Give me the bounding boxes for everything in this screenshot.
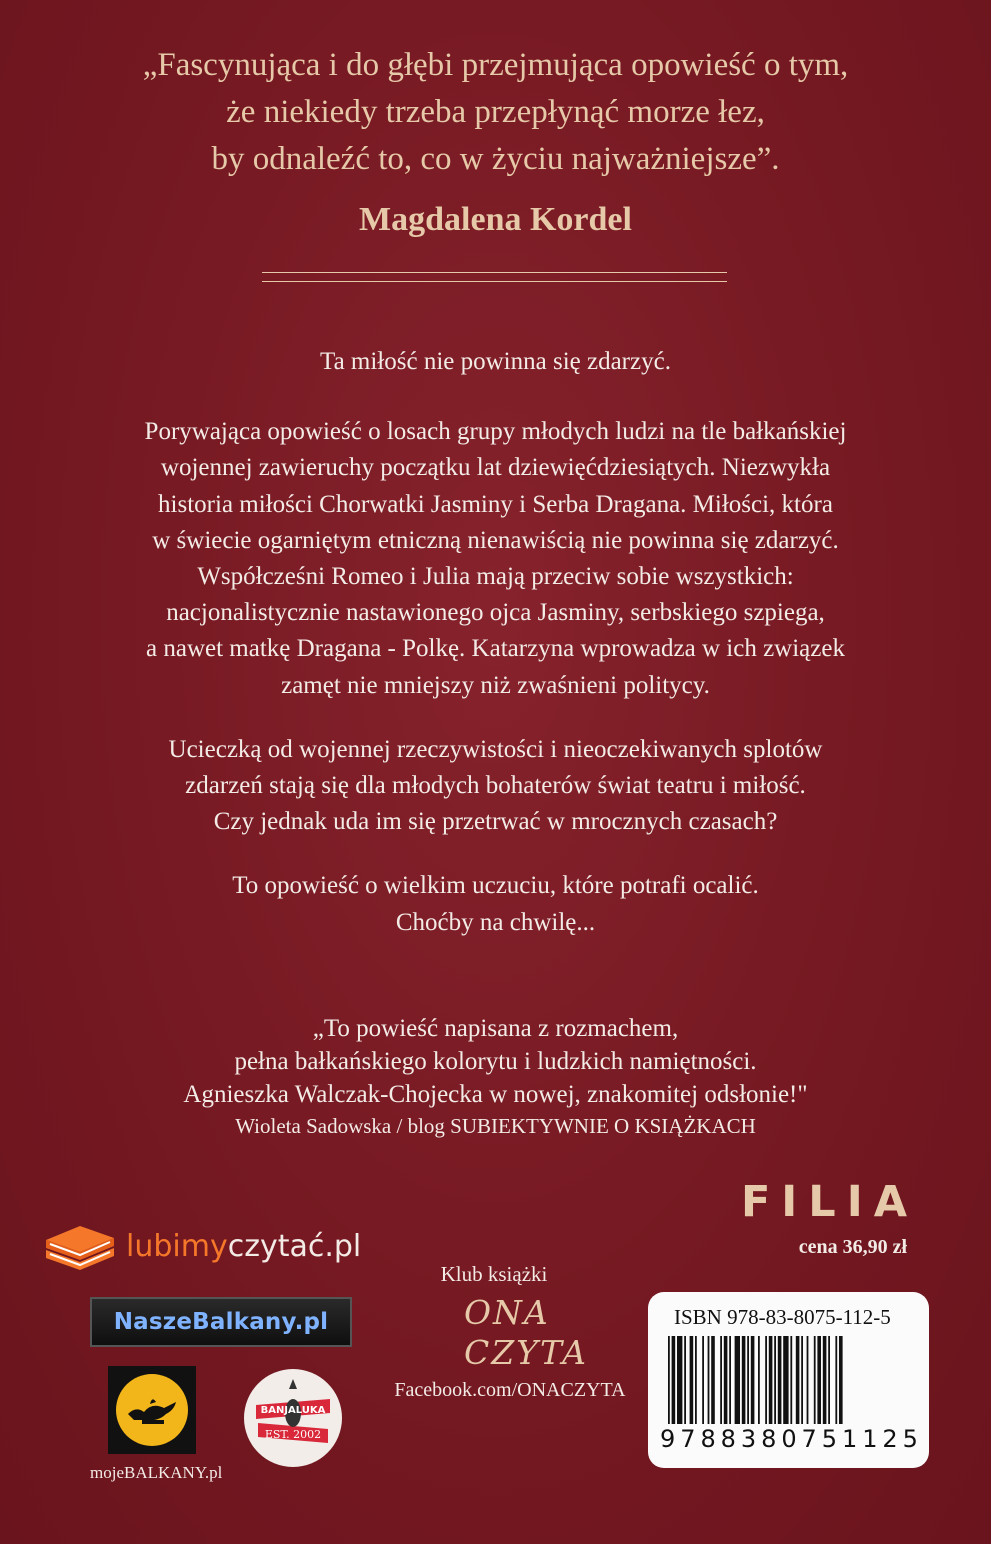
blurb-line: nacjonalistycznie nastawionego ojca Jasminy, serbskiego szpiega,: [166, 599, 825, 627]
czytac-text: czytać.pl: [227, 1228, 362, 1264]
barcode-digit: 1: [841, 1425, 860, 1453]
blurb-paragraph: [40, 868, 951, 940]
barcode-bar: [708, 1336, 710, 1424]
barcode-digit: 8: [761, 1425, 779, 1453]
barcode-bar: [828, 1336, 830, 1424]
isbn-label: ISBN 978-83-8075-112-5: [674, 1305, 891, 1329]
top-quote-line: by odnaleźć to, co w życiu najważniejsze”.: [211, 141, 780, 177]
barcode-bar: [742, 1336, 746, 1424]
barcode-bar: [774, 1336, 776, 1424]
blurb-line: Czy jednak uda im się przetrwać w mrocznych czasach?: [213, 808, 778, 836]
ona-text: ONA: [464, 1293, 550, 1332]
barcode-bar: [690, 1336, 694, 1424]
blurb-paragraph: [40, 414, 951, 704]
blurb-line: zamęt nie mniejszy niż zwaśnieni politycy.: [281, 671, 710, 699]
barcode-digit: 1: [862, 1425, 880, 1453]
barcode-bar: [835, 1336, 837, 1424]
barcode-bar: [735, 1336, 740, 1424]
blurb-line: a nawet matkę Dragana - Polkę. Katarzyna wprowadza w ich związek: [146, 635, 845, 663]
klub-ksiazki: [390, 1262, 630, 1402]
barcode-bar: [814, 1336, 816, 1424]
banjaluka-name: BANJALUKA: [260, 1405, 326, 1416]
blurb-line: w świecie ogarniętym etniczną nienawiścią nie powinna się zdarzyć.: [152, 526, 839, 554]
blurb-line: zdarzeń stają się dla młodych bohaterów świat teatru i miłość.: [185, 772, 806, 800]
bottom-quote-signature: Wioleta Sadowska / blog SUBIEKTYWNIE O KSIĄŻKACH: [235, 1114, 756, 1138]
barcode-bar: [729, 1336, 731, 1424]
lamp-icon: [114, 1372, 190, 1448]
barcode-bar: [751, 1336, 755, 1424]
barcode-digit: 7: [680, 1425, 698, 1453]
blurb-tagline: Ta miłość nie powinna się zdarzyć.: [320, 348, 671, 375]
blurb-line: Porywająca opowieść o losach grupy młodych ludzi na tle bałkańskiej: [144, 418, 847, 446]
barcode-digit: 7: [801, 1425, 819, 1453]
lubimyczytac-logo: [40, 1218, 361, 1274]
blurb-line: Ucieczką od wojennej rzeczywistości i nieoczekiwanych splotów: [168, 735, 823, 763]
barcode-bar: [695, 1336, 697, 1424]
barcode-bar: [801, 1336, 803, 1424]
barcode-bar: [672, 1336, 676, 1424]
barcode-digit: 0: [781, 1425, 799, 1453]
barcode-digit: 2: [882, 1425, 900, 1453]
banjaluka-est: EST. 2002: [264, 1428, 322, 1441]
bottom-quote: [40, 1012, 951, 1141]
naszebalkany-logo: [90, 1297, 352, 1347]
blurb-line: Choćby na chwilę...: [395, 908, 596, 936]
mojebalkany-logo: [108, 1366, 196, 1454]
barcode-bar: [783, 1336, 788, 1424]
blurb-line: Współcześni Romeo i Julia mają przeciw sobie wszystkich:: [197, 563, 794, 591]
barcode-bar: [790, 1336, 792, 1424]
publisher-logo: FILIA: [740, 1177, 918, 1227]
double-line-divider: [262, 272, 727, 282]
barcode-bar: [765, 1336, 767, 1424]
barcode-digit: 5: [902, 1425, 920, 1453]
top-quote-line: że niekiedy trzeba przepłynąć morze łez,: [226, 94, 765, 130]
barcode-bar: [747, 1336, 749, 1424]
blurb-line: To opowieść o wielkim uczuciu, które potrafi ocalić.: [232, 872, 759, 900]
barcode-bar: [796, 1336, 800, 1424]
barcode-bar: [684, 1336, 686, 1424]
barcode-digit: 5: [821, 1425, 840, 1453]
barcode-bar: [724, 1336, 728, 1424]
banjaluka-logo: [244, 1369, 342, 1467]
book-stack-icon: [40, 1220, 118, 1272]
barcode-digit: 9: [660, 1425, 678, 1453]
top-quote: [0, 42, 991, 243]
barcode-bar: [677, 1336, 682, 1424]
klub-label: Klub książki: [440, 1262, 548, 1286]
lubimy-text: lubimy: [126, 1228, 228, 1264]
blurb-line: historia miłości Chorwatki Jasminy i Serba Dragana. Miłości, która: [158, 490, 833, 518]
ona-czyta-logo: [390, 1293, 630, 1373]
barcode-bar: [817, 1336, 821, 1424]
blurb-paragraph: [40, 732, 951, 841]
barcode-digit: 8: [720, 1425, 738, 1453]
barcode-bar: [769, 1336, 773, 1424]
bottom-quote-line: „To powieść napisana z rozmachem,: [312, 1015, 679, 1042]
barcode-bar: [720, 1336, 722, 1424]
barcode-digit: 3: [740, 1425, 759, 1453]
barcode-bar: [702, 1336, 704, 1424]
publisher-block: [740, 1177, 918, 1259]
barcode-bar: [668, 1336, 670, 1424]
naszebalkany-text: NaszeBalkany.pl: [113, 1309, 329, 1335]
top-quote-author: Magdalena Kordel: [359, 201, 632, 238]
facebook-link[interactable]: Facebook.com/ONACZYTA: [394, 1379, 626, 1401]
mojebalkany-label: mojeBALKANY.pl: [90, 1463, 223, 1482]
barcode-bars: [660, 1336, 920, 1428]
barcode-digits: [660, 1425, 920, 1453]
blurb: [40, 344, 951, 969]
top-quote-line: „Fascynująca i do głębi przejmująca opowieść o tym,: [142, 47, 849, 83]
barcode-bar: [711, 1336, 715, 1424]
barcode-bar: [839, 1336, 843, 1424]
price-label: cena 36,90 zł: [798, 1236, 907, 1258]
bottom-quote-line: Agnieszka Walczak-Chojecka w nowej, znakomitej odsłonie!": [183, 1081, 808, 1108]
czyta-text: CZYTA: [464, 1333, 589, 1372]
barcode-digit: 8: [700, 1425, 718, 1453]
barcode-bar: [778, 1336, 782, 1424]
barcode: [648, 1292, 929, 1468]
barcode-bar: [823, 1336, 827, 1424]
barcode-bar: [807, 1336, 809, 1424]
barcode-bar: [758, 1336, 760, 1424]
bottom-quote-line: pełna bałkańskiego kolorytu i ludzkich namiętności.: [234, 1048, 757, 1075]
blurb-line: wojennej zawieruchy początku lat dziewięćdziesiątych. Niezwykła: [160, 454, 831, 482]
